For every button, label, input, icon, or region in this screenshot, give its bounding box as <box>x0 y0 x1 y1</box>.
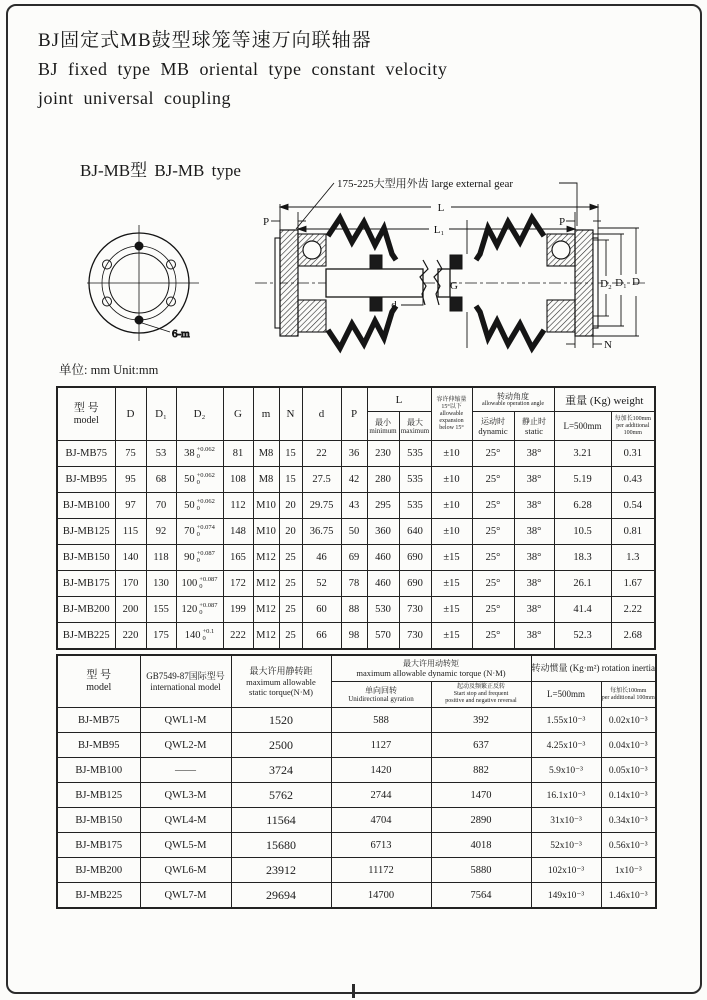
cell-G: 199 <box>223 597 253 623</box>
cell-L-max: 730 <box>399 597 431 623</box>
col-header-m: m <box>253 387 279 441</box>
cell-dynamic-angle: 25° <box>472 597 514 623</box>
cell-international-model: QWL1-M <box>140 708 231 733</box>
cell-model: BJ-MB175 <box>57 571 115 597</box>
dim-P-left: P <box>262 216 270 228</box>
cell-weight-500: 3.21 <box>554 441 611 467</box>
cell-start-stop: 4018 <box>431 833 531 858</box>
cell-L-min: 360 <box>367 519 399 545</box>
cell-m: M12 <box>253 545 279 571</box>
col-header-dynamic-torque: 最大许用动转矩 maximum allowable dynamic torque (N·M) <box>331 655 531 682</box>
cell-D1: 118 <box>146 545 176 571</box>
cell-expansion: ±10 <box>431 441 472 467</box>
cell-unidirectional: 2744 <box>331 783 431 808</box>
boot-clamp <box>450 297 462 311</box>
cell-start-stop: 7564 <box>431 883 531 909</box>
cell-inertia-500: 1.55x10⁻³ <box>531 708 601 733</box>
cell-start-stop: 882 <box>431 758 531 783</box>
cell-international-model: QWL2-M <box>140 733 231 758</box>
bolt-hole-top <box>135 242 143 250</box>
cell-D2: 50 +0.062 0 <box>176 467 223 493</box>
cell-d: 29.75 <box>302 493 341 519</box>
cell-inertia-additional: 1x10⁻³ <box>601 858 656 883</box>
cell-G: 148 <box>223 519 253 545</box>
performance-row <box>57 783 656 808</box>
cell-m: M12 <box>253 597 279 623</box>
cell-weight-500: 26.1 <box>554 571 611 597</box>
col-header-L-min: 最小 minimum <box>367 412 399 441</box>
cell-L-min: 280 <box>367 467 399 493</box>
cell-P: 78 <box>341 571 367 597</box>
cell-model: BJ-MB75 <box>57 708 140 733</box>
cell-weight-additional: 0.81 <box>611 519 655 545</box>
cell-start-stop: 637 <box>431 733 531 758</box>
cell-d: 66 <box>302 623 341 650</box>
cell-inertia-500: 16.1x10⁻³ <box>531 783 601 808</box>
cell-static-angle: 38° <box>514 571 554 597</box>
bearing-ball <box>552 241 570 259</box>
coupling-drawing <box>85 168 703 380</box>
performance-row <box>57 858 656 883</box>
dimension-row <box>57 623 655 650</box>
main-title-zh: BJ固定式MB鼓型球笼等速万向联轴器 <box>38 30 372 51</box>
col-header-unidirectional: 单向回转 Unidirectional gyration <box>331 682 431 708</box>
cell-N: 25 <box>279 623 302 650</box>
cell-P: 50 <box>341 519 367 545</box>
cell-unidirectional: 588 <box>331 708 431 733</box>
gear-annotation: 175-225大型用外齿 large external gear <box>337 178 514 190</box>
cell-D1: 70 <box>146 493 176 519</box>
cell-inertia-500: 31x10⁻³ <box>531 808 601 833</box>
cell-model: BJ-MB95 <box>57 733 140 758</box>
cell-m: M12 <box>253 571 279 597</box>
cell-D2: 50 +0.062 0 <box>176 493 223 519</box>
title-block <box>38 26 447 113</box>
cell-dynamic-angle: 25° <box>472 493 514 519</box>
main-title-en-line1: BJ fixed type MB oriental type constant velocity <box>38 59 448 79</box>
cell-static-torque: 5762 <box>231 783 331 808</box>
cell-static-torque: 29694 <box>231 883 331 909</box>
cell-D: 95 <box>115 467 146 493</box>
dim-D: D <box>632 276 640 288</box>
cell-inertia-additional: 0.56x10⁻³ <box>601 833 656 858</box>
cell-dynamic-angle: 25° <box>472 545 514 571</box>
cell-international-model: —— <box>140 758 231 783</box>
dimension-row <box>57 519 655 545</box>
cell-start-stop: 1470 <box>431 783 531 808</box>
left-flange <box>280 230 298 336</box>
cell-model: BJ-MB150 <box>57 808 140 833</box>
cell-dynamic-angle: 25° <box>472 441 514 467</box>
cell-m: M8 <box>253 467 279 493</box>
cell-D1: 53 <box>146 441 176 467</box>
cell-G: 81 <box>223 441 253 467</box>
dim-D2: D₂ <box>600 278 612 290</box>
boot-clamp <box>450 255 462 269</box>
cell-G: 172 <box>223 571 253 597</box>
col-header-inertia-additional: 每加长100mm per additional 100mm <box>601 682 656 708</box>
cell-model: BJ-MB200 <box>57 858 140 883</box>
cell-inertia-additional: 0.05x10⁻³ <box>601 758 656 783</box>
col-header-dynamic: 运动时 dynamic <box>472 412 514 441</box>
cell-weight-additional: 0.54 <box>611 493 655 519</box>
main-title-en-line2: joint universal coupling <box>38 88 231 108</box>
col-header-P: P <box>341 387 367 441</box>
cell-G: 165 <box>223 545 253 571</box>
cell-L-max: 690 <box>399 545 431 571</box>
col-header-weight: 重量 (Kg) weight <box>554 387 655 412</box>
cell-expansion: ±10 <box>431 519 472 545</box>
cell-D: 97 <box>115 493 146 519</box>
cell-expansion: ±10 <box>431 493 472 519</box>
col-header-expansion: 容许伸缩量 15°以下 allowable expansion below 15° <box>431 387 472 441</box>
cell-weight-500: 5.19 <box>554 467 611 493</box>
unit-label: 单位: mm Unit:mm <box>59 363 159 377</box>
cell-dynamic-angle: 25° <box>472 571 514 597</box>
cell-inertia-500: 102x10⁻³ <box>531 858 601 883</box>
cell-d: 22 <box>302 441 341 467</box>
cell-dynamic-angle: 25° <box>472 519 514 545</box>
bolt-hole-bottom <box>135 316 143 324</box>
col-header-d: d <box>302 387 341 441</box>
cell-P: 88 <box>341 597 367 623</box>
cell-weight-additional: 0.43 <box>611 467 655 493</box>
dim-P-right: P <box>558 216 566 228</box>
cell-N: 25 <box>279 571 302 597</box>
cell-L-max: 730 <box>399 623 431 650</box>
col-header-weight-500: L=500mm <box>554 412 611 441</box>
cell-weight-500: 10.5 <box>554 519 611 545</box>
boot-clamp <box>370 255 382 269</box>
dimension-row <box>57 493 655 519</box>
cell-expansion: ±15 <box>431 571 472 597</box>
cell-P: 43 <box>341 493 367 519</box>
cell-L-min: 460 <box>367 571 399 597</box>
cell-D2: 100 +0.087 0 <box>176 571 223 597</box>
boot-clamp <box>370 297 382 311</box>
cell-unidirectional: 1420 <box>331 758 431 783</box>
cell-inertia-additional: 0.02x10⁻³ <box>601 708 656 733</box>
col-header-L: L <box>367 387 431 412</box>
col-header-operation-angle: 转动角度 allowable operation angle <box>472 387 554 412</box>
cell-m: M10 <box>253 519 279 545</box>
cell-dynamic-angle: 25° <box>472 467 514 493</box>
cell-static-torque: 3724 <box>231 758 331 783</box>
cell-static-angle: 38° <box>514 545 554 571</box>
cell-weight-additional: 2.68 <box>611 623 655 650</box>
cell-D1: 155 <box>146 597 176 623</box>
cell-P: 98 <box>341 623 367 650</box>
cell-static-angle: 38° <box>514 441 554 467</box>
cell-static-torque: 2500 <box>231 733 331 758</box>
cell-static-angle: 38° <box>514 519 554 545</box>
cell-weight-additional: 1.3 <box>611 545 655 571</box>
cell-D: 220 <box>115 623 146 650</box>
dim-D1: D₁ <box>615 277 627 289</box>
cell-P: 42 <box>341 467 367 493</box>
cell-unidirectional: 11172 <box>331 858 431 883</box>
performance-table-body <box>57 708 656 909</box>
dimension-row <box>57 441 655 467</box>
cell-D2: 140 +0.1 0 <box>176 623 223 650</box>
cell-D: 115 <box>115 519 146 545</box>
cell-start-stop: 5880 <box>431 858 531 883</box>
cell-unidirectional: 4704 <box>331 808 431 833</box>
cell-inertia-additional: 0.34x10⁻³ <box>601 808 656 833</box>
cell-unidirectional: 14700 <box>331 883 431 909</box>
cell-inertia-500: 5.9x10⁻³ <box>531 758 601 783</box>
cell-D: 170 <box>115 571 146 597</box>
dimension-table-body <box>57 441 655 650</box>
cell-international-model: QWL4-M <box>140 808 231 833</box>
cell-L-min: 530 <box>367 597 399 623</box>
cell-weight-500: 41.4 <box>554 597 611 623</box>
cell-model: BJ-MB225 <box>57 623 115 650</box>
col-header-start-stop: 起动及频繁正反转 Start stop and frequent positive and negative reversal <box>431 682 531 708</box>
cell-inertia-additional: 0.04x10⁻³ <box>601 733 656 758</box>
cell-weight-additional: 1.67 <box>611 571 655 597</box>
cell-N: 25 <box>279 545 302 571</box>
cell-start-stop: 2890 <box>431 808 531 833</box>
cell-expansion: ±15 <box>431 623 472 650</box>
type-label: BJ-MB型 BJ-MB type <box>80 161 241 180</box>
performance-row <box>57 758 656 783</box>
cell-L-max: 640 <box>399 519 431 545</box>
dim-G: G <box>450 280 458 292</box>
col-header-L-max: 最大 maximum <box>399 412 431 441</box>
cell-D2: 90 +0.087 0 <box>176 545 223 571</box>
cell-G: 108 <box>223 467 253 493</box>
cell-L-max: 535 <box>399 467 431 493</box>
cell-L-max: 535 <box>399 493 431 519</box>
cell-model: BJ-MB95 <box>57 467 115 493</box>
cell-D1: 68 <box>146 467 176 493</box>
cell-static-angle: 38° <box>514 623 554 650</box>
cell-d: 46 <box>302 545 341 571</box>
performance-row <box>57 733 656 758</box>
cell-L-min: 460 <box>367 545 399 571</box>
cell-N: 15 <box>279 467 302 493</box>
cell-D: 75 <box>115 441 146 467</box>
cell-expansion: ±15 <box>431 597 472 623</box>
col-header-G: G <box>223 387 253 441</box>
cell-expansion: ±15 <box>431 545 472 571</box>
cell-m: M8 <box>253 441 279 467</box>
cell-unidirectional: 1127 <box>331 733 431 758</box>
cell-D1: 130 <box>146 571 176 597</box>
cell-N: 20 <box>279 519 302 545</box>
cell-weight-500: 18.3 <box>554 545 611 571</box>
cell-static-torque: 11564 <box>231 808 331 833</box>
cell-static-torque: 1520 <box>231 708 331 733</box>
cell-P: 69 <box>341 545 367 571</box>
cell-model: BJ-MB175 <box>57 833 140 858</box>
cell-model: BJ-MB225 <box>57 883 140 909</box>
cell-P: 36 <box>341 441 367 467</box>
col-header-weight-additional: 每加长100mm per additional 100mm <box>611 412 655 441</box>
bearing-ball <box>303 241 321 259</box>
dim-L: L <box>437 202 445 214</box>
dimension-row <box>57 571 655 597</box>
cell-static-angle: 38° <box>514 467 554 493</box>
cell-D: 200 <box>115 597 146 623</box>
registration-mark <box>352 984 355 998</box>
cell-D2: 70 +0.074 0 <box>176 519 223 545</box>
cell-L-max: 690 <box>399 571 431 597</box>
col-header-N: N <box>279 387 302 441</box>
cell-L-min: 295 <box>367 493 399 519</box>
performance-row <box>57 833 656 858</box>
col-header-D: D <box>115 387 146 441</box>
right-flange <box>575 230 593 336</box>
cell-N: 20 <box>279 493 302 519</box>
cell-L-min: 570 <box>367 623 399 650</box>
dimension-row <box>57 597 655 623</box>
col-header-static-torque: 最大许用静转距 maximum allowable static torque(N·M) <box>231 655 331 708</box>
shaft <box>326 260 450 305</box>
cell-expansion: ±10 <box>431 467 472 493</box>
bolt-count-label: 6-m <box>172 328 190 340</box>
cell-model: BJ-MB125 <box>57 783 140 808</box>
dimension-row <box>57 545 655 571</box>
cell-G: 112 <box>223 493 253 519</box>
col-header-D2: D₂ <box>176 387 223 441</box>
cell-d: 52 <box>302 571 341 597</box>
cell-static-angle: 38° <box>514 493 554 519</box>
cell-weight-additional: 2.22 <box>611 597 655 623</box>
col-header-model2: 型 号 model <box>57 655 140 708</box>
dimension-table <box>56 386 656 650</box>
cell-weight-500: 52.3 <box>554 623 611 650</box>
flange-front-view <box>87 225 199 341</box>
cell-model: BJ-MB100 <box>57 493 115 519</box>
cell-inertia-500: 4.25x10⁻³ <box>531 733 601 758</box>
cell-unidirectional: 6713 <box>331 833 431 858</box>
cell-G: 222 <box>223 623 253 650</box>
cell-N: 15 <box>279 441 302 467</box>
cell-D1: 92 <box>146 519 176 545</box>
cell-d: 36.75 <box>302 519 341 545</box>
cell-dynamic-angle: 25° <box>472 623 514 650</box>
cell-m: M12 <box>253 623 279 650</box>
cell-inertia-additional: 0.14x10⁻³ <box>601 783 656 808</box>
col-header-D1: D₁ <box>146 387 176 441</box>
cell-L-max: 535 <box>399 441 431 467</box>
cell-static-torque: 15680 <box>231 833 331 858</box>
cell-static-angle: 38° <box>514 597 554 623</box>
dim-L1: L₁ <box>433 224 445 236</box>
cell-model: BJ-MB150 <box>57 545 115 571</box>
cell-static-torque: 23912 <box>231 858 331 883</box>
cell-international-model: QWL5-M <box>140 833 231 858</box>
col-header-inertia-500: L=500mm <box>531 682 601 708</box>
dimension-row <box>57 467 655 493</box>
cell-inertia-500: 52x10⁻³ <box>531 833 601 858</box>
cell-weight-500: 6.28 <box>554 493 611 519</box>
cell-d: 60 <box>302 597 341 623</box>
cell-model: BJ-MB125 <box>57 519 115 545</box>
dim-N: N <box>604 339 612 351</box>
performance-row <box>57 808 656 833</box>
cell-start-stop: 392 <box>431 708 531 733</box>
performance-table <box>56 654 657 909</box>
cell-N: 25 <box>279 597 302 623</box>
cell-model: BJ-MB100 <box>57 758 140 783</box>
col-header-model: 型 号 model <box>57 387 115 441</box>
cell-D2: 38 +0.062 0 <box>176 441 223 467</box>
cell-m: M10 <box>253 493 279 519</box>
cell-d: 27.5 <box>302 467 341 493</box>
cell-international-model: QWL7-M <box>140 883 231 909</box>
cell-international-model: QWL6-M <box>140 858 231 883</box>
cell-weight-additional: 0.31 <box>611 441 655 467</box>
cell-model: BJ-MB75 <box>57 441 115 467</box>
col-header-static: 静止时 static <box>514 412 554 441</box>
col-header-international-model: GB7549-87国际型号 international model <box>140 655 231 708</box>
performance-row <box>57 883 656 909</box>
cell-international-model: QWL3-M <box>140 783 231 808</box>
performance-row <box>57 708 656 733</box>
col-header-rotation-inertia: 转动惯量 (Kg·m²) rotation inertia <box>531 655 656 682</box>
cell-D2: 120 +0.087 0 <box>176 597 223 623</box>
cell-L-min: 230 <box>367 441 399 467</box>
cell-inertia-additional: 1.46x10⁻³ <box>601 883 656 909</box>
cell-D: 140 <box>115 545 146 571</box>
cell-D1: 175 <box>146 623 176 650</box>
dim-d: d <box>391 299 397 311</box>
cell-model: BJ-MB200 <box>57 597 115 623</box>
cell-inertia-500: 149x10⁻³ <box>531 883 601 909</box>
